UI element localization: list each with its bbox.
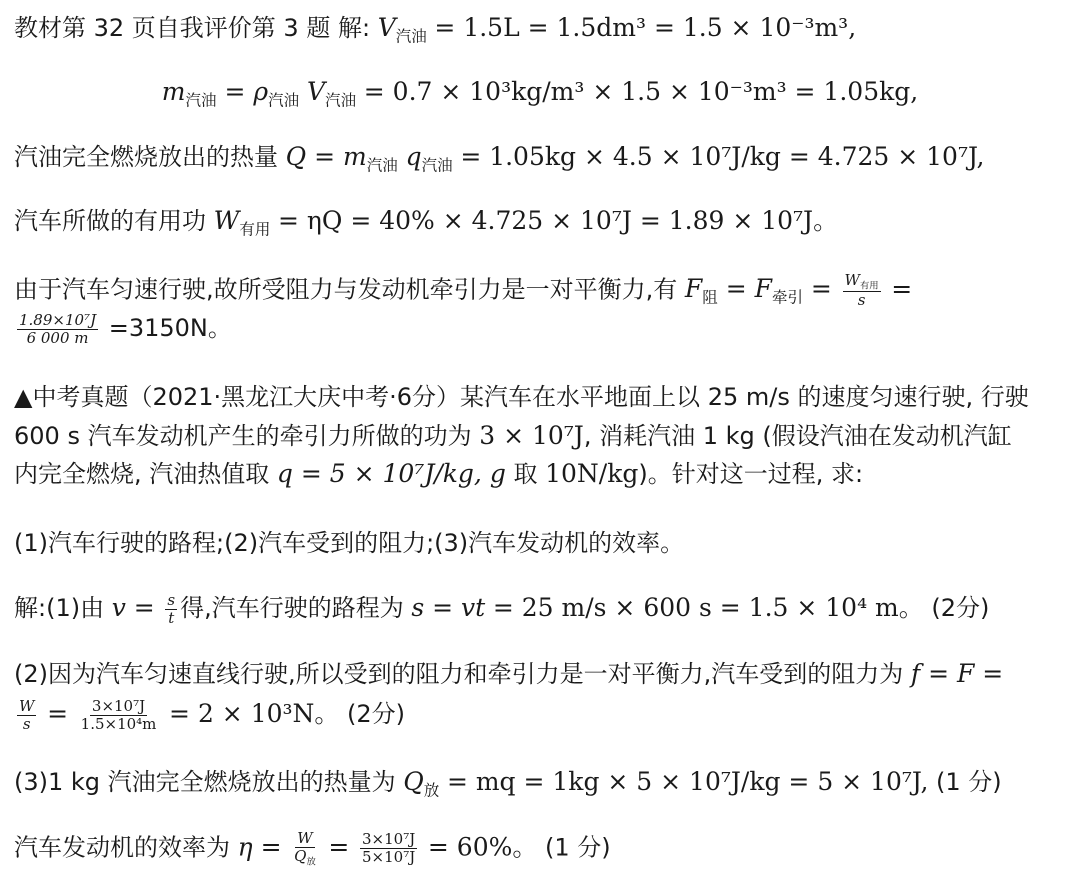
balance-formula: $F_阻 = F_{牵引}$ =: [684, 274, 832, 307]
volume-symbol: $V_{汽油}$: [377, 13, 427, 46]
mass-formula: $m_{汽油} = \rho_{汽油}$ $V_{汽油}$: [161, 77, 357, 110]
work-line: [14, 207, 838, 239]
efficiency-fraction: $\frac{W}{Q_放}$: [294, 829, 316, 867]
efficiency-value-fraction: $\frac{\text{3×10⁷J}}{\text{5×10⁷J}}$: [362, 830, 416, 866]
mass-equation: = 0.7 × 10³kg/m³ × 1.5 × 10⁻³m³ = 1.05kg,: [363, 77, 919, 106]
force-result: =3150N。: [108, 314, 232, 342]
solution-2-result-line: $\frac{W}{s}$ = $\frac{\text{3×10⁷J}}{\text{1.5×10⁴m}}$ = 2 × 10³N。 (2分): [19, 697, 406, 733]
solution-3-line: (3)1 kg 汽油完全燃烧放出的热量为 $Q_放$ = mq = 1kg × 5 × 10⁷J/kg = 5 × 10⁷J, (1 分): [14, 767, 1002, 800]
mass-line: [0, 78, 1080, 110]
volume-line: [14, 14, 856, 46]
exam-line-3: 内完全燃烧, 汽油热值取 q = 5 × 10⁷J/kg, g 取 10N/kg)。针对这一过程, 求:: [14, 459, 864, 488]
solution-2-line: (2)因为汽车匀速直线行驶,所以受到的阻力和牵引力是一对平衡力,汽车受到的阻力为 f = F =: [14, 659, 1004, 688]
force-fraction-den: 6 000 m: [26, 328, 89, 347]
balance-text: 由于汽车匀速行驶,故所受阻力与发动机牵引力是一对平衡力,有: [14, 275, 678, 304]
solution-1-line: 解:(1)由 v = $\frac{s}{t}$ 得,汽车行驶的路程为 s = vt = 25 m/s × 600 s = 1.5 × 10⁴ m。 (2分): [14, 591, 990, 627]
speed-fraction: $\frac{s}{t}$: [167, 591, 176, 627]
heat-formula: $Q = m_{汽油}$ $q_{汽油}$: [285, 142, 453, 175]
questions-line: (1)汽车行驶的路程;(2)汽车受到的阻力;(3)汽车发动机的效率。: [14, 529, 685, 557]
solve-label: 解:: [337, 14, 371, 42]
exam-line-1: ▲中考真题（2021·黑龙江大庆中考·6分）某汽车在水平地面上以 25 m/s 的速度匀速行驶, 行驶: [14, 383, 1029, 411]
efficiency-line: 汽车发动机的效率为 η = $\frac{W}{Q_放}$ = $\frac{\text{3×10⁷J}}{\text{5×10⁷J}}$ = 60%。 (1 分): [14, 829, 611, 867]
force-fraction-num: 1.89×10⁷J: [19, 311, 97, 329]
heat-text: 汽油完全燃烧放出的热量: [14, 143, 278, 171]
force-fraction: [17, 312, 98, 346]
exam-line-2: 600 s 汽车发动机产生的牵引力所做的功为 3 × 10⁷J, 消耗汽油 1 kg (假设汽油在发动机汽缸: [14, 421, 1012, 450]
work-text: 汽车所做的有用功: [14, 207, 206, 235]
balance-line: 由于汽车匀速行驶,故所受阻力与发动机牵引力是一对平衡力,有 $F_阻 = F_{牵引}$ = $\frac{W_{有用}}{s}$ =: [14, 271, 913, 310]
heat-equation: = 1.05kg × 4.5 × 10⁷J/kg = 4.725 × 10⁷J,: [460, 142, 985, 171]
source-text: 教材第 32 页自我评价第 3 题: [14, 14, 331, 42]
work-equation: = ηQ = 40% × 4.725 × 10⁷J = 1.89 × 10⁷J。: [278, 206, 839, 235]
work-distance-fraction: $\frac{W}{s}$: [19, 697, 35, 733]
work-symbol: $W_{有用}$: [213, 206, 271, 239]
heat-line: [14, 143, 984, 175]
power-fraction: $\frac{W_{有用}}{s}$: [844, 271, 879, 310]
balance-result-line: [14, 312, 232, 346]
resistance-fraction: $\frac{\text{3×10⁷J}}{\text{1.5×10⁴m}}$: [80, 697, 157, 733]
volume-equation: = 1.5L = 1.5dm³ = 1.5 × 10⁻³m³,: [434, 13, 857, 42]
